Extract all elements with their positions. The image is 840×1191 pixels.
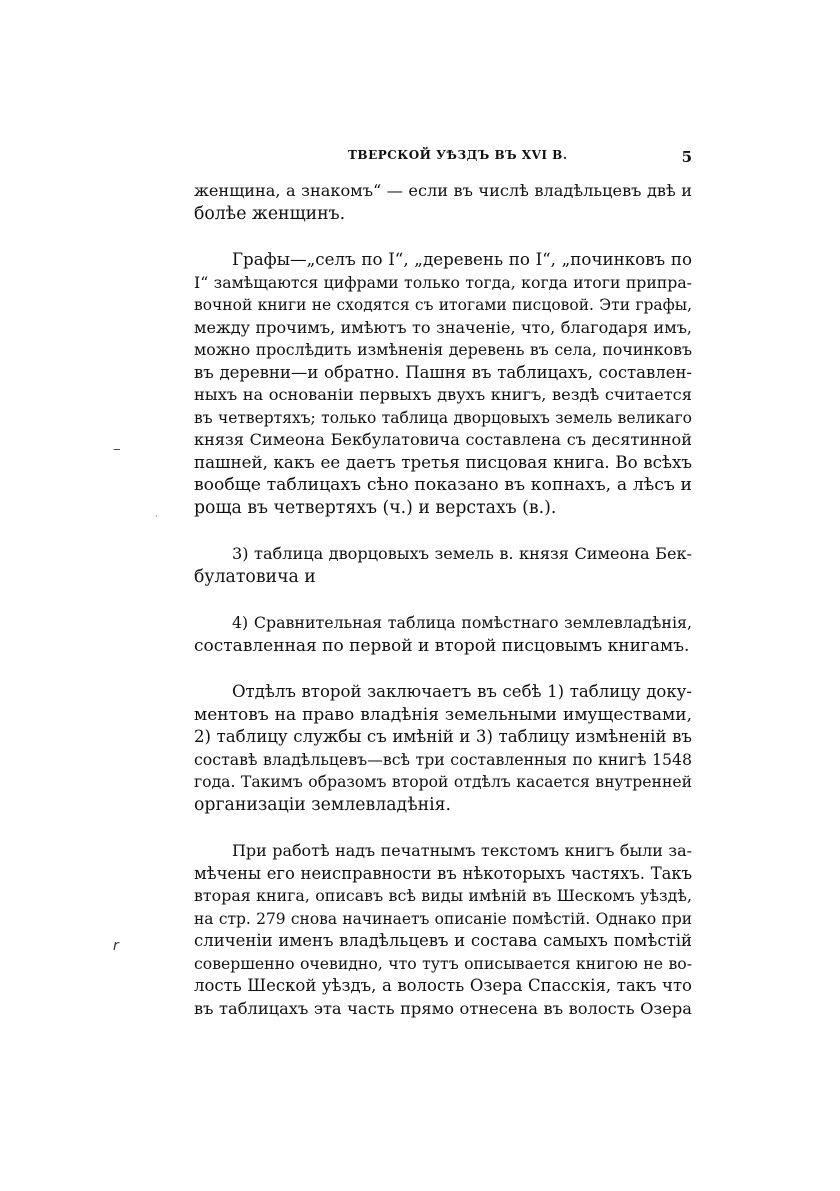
text-line: можно прослѣдить измѣненія деревень въ села, починковъ <box>194 340 692 359</box>
text-line: 4) Сравнительная таблица помѣстнаго землевладѣнія, <box>232 613 692 632</box>
margin-speck: r <box>113 938 119 954</box>
text-line: Отдѣлъ второй заключаетъ въ себѣ 1) таблицу доку- <box>232 682 692 701</box>
text-line: лость Шеской уѣздъ, а волость Озера Спасскія, такъ что <box>194 976 692 995</box>
text-line: совершенно очевидно, что тутъ описывается книгою не во- <box>194 953 692 973</box>
margin-speck: · <box>155 512 158 521</box>
text-line: болѣе женщинъ. <box>194 203 346 224</box>
text-line: 3) таблица дворцовыхъ земель в. князя Симеона Бек- <box>232 544 692 563</box>
text-line: роща въ четвертяхъ (ч.) и верстахъ (в.). <box>194 497 557 518</box>
text-line: Графы—„селъ по I“, „деревень по I“, „починковъ по <box>232 250 692 269</box>
text-line: въ деревни—и обратно. Пашня въ таблицахъ, составлен- <box>194 362 692 382</box>
paragraph-continuation <box>194 180 692 225</box>
text-line: между прочимъ, имѣютъ то значеніе, что, благодаря имъ, <box>194 317 692 337</box>
text-line: ментовъ на право владѣнія земельными имуществами, <box>194 704 692 725</box>
text-line: князя Симеона Бекбулатовича составлена съ десятинной <box>194 430 692 449</box>
text-line: вторая книга, описавъ всѣ виды имѣній въ Шескомъ уѣздѣ, <box>194 886 692 905</box>
text-line: При работѣ надъ печатнымъ текстомъ книгъ были за- <box>232 841 692 860</box>
paragraph-item-4 <box>194 612 692 657</box>
paragraph-item-3 <box>194 543 692 588</box>
text-line: мѣчены его неисправности въ нѣкоторыхъ частяхъ. Такъ <box>194 863 692 883</box>
text-line: ныхъ на основаніи первыхъ двухъ книгъ, вездѣ считается <box>194 385 692 404</box>
text-line: составленная по первой и второй писцовымъ книгамъ. <box>194 635 690 656</box>
paragraph-second-section <box>194 681 692 816</box>
text-line: составѣ владѣльцевъ—всѣ три составленныя по книгѣ 1548 <box>194 749 692 769</box>
text-line: женщина, а знакомъ“ — если въ числѣ владѣльцевъ двѣ и <box>194 181 692 200</box>
text-line: I“ замѣщаются цифрами только тогда, когда итоги припра- <box>194 272 692 292</box>
text-line: на стр. 279 снова начинаетъ описаніе помѣстій. Однако при <box>194 909 692 928</box>
text-line: года. Такимъ образомъ второй отдѣлъ касается внутренней <box>194 773 692 791</box>
running-head <box>194 148 692 168</box>
text-line: сличеніи именъ владѣльцевъ и состава самыхъ помѣстій <box>194 931 692 950</box>
text-line: булатовича и <box>194 566 316 587</box>
text-line: въ четвертяхъ; только таблица дворцовыхъ земель великаго <box>194 408 692 427</box>
text-line: въ таблицахъ эта часть прямо отнесена въ волость Озера <box>194 998 692 1018</box>
running-title: ТВЕРСКОЙ УѢЗДЪ ВЪ XVI В. <box>348 148 568 162</box>
text-line: вообще таблицахъ сѣно показано въ копнахъ, а лѣсъ и <box>194 475 692 495</box>
text-line: 2) таблицу службы съ имѣній и 3) таблицу измѣненій въ <box>194 727 692 746</box>
paragraph-columns <box>194 249 692 519</box>
body-text <box>194 180 692 1044</box>
text-line: организаціи землевладѣнія. <box>194 794 452 815</box>
page-number: 5 <box>681 148 692 166</box>
margin-speck: ‒ <box>113 442 121 456</box>
text-line: пашней, какъ ее даетъ третья писцовая книга. Во всѣхъ <box>194 452 692 472</box>
paragraph-printed-text <box>194 840 692 1020</box>
text-line: вочной книги не сходятся съ итогами писцовой. Эти графы, <box>194 296 692 314</box>
